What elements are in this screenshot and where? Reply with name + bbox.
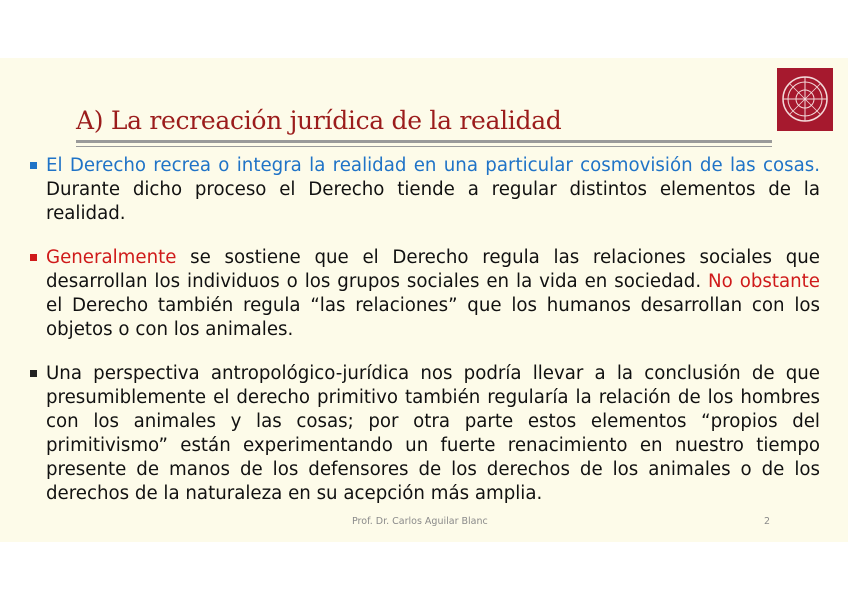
bullet-3 <box>30 362 820 506</box>
bullet-1 <box>30 154 820 226</box>
bullet-2 <box>30 246 820 342</box>
square-bullet-icon <box>30 162 37 169</box>
university-seal-icon <box>777 68 833 131</box>
bullet-2-text <box>46 246 820 342</box>
title-rule-thick <box>76 140 772 143</box>
bullet-3-text: Una perspectiva antropológico-jurídica nos podría llevar a la conclusión de que presumiblemente el derecho primitivo también regularía la relación de los hombres con los animales y las cosas; por otra parte estos elementos “propios del primitivismo” están experimentando un fuerte renacimiento en nuestro tiempo presente de manos de los defensores de los derechos de los animales o de los derechos de la naturaleza en su acepción más amplia. <box>46 363 820 504</box>
bullet-2-middle: se sostiene que el Derecho regula las relaciones sociales que desarrollan los individuos o los grupos sociales en la vida en sociedad. <box>46 247 820 292</box>
page-number: 2 <box>764 516 771 527</box>
bullet-2-highlight: No obstante <box>708 271 820 292</box>
square-bullet-icon <box>30 370 37 377</box>
bullet-1-rest: Durante dicho proceso el Derecho tiende a regular distintos elementos de la realidad. <box>46 179 820 224</box>
bullet-2-rest: el Derecho también regula “las relaciones” que los humanos desarrollan con los objetos o con los animales. <box>46 295 820 340</box>
square-bullet-icon <box>30 254 37 261</box>
slide-title: A) La recreación jurídica de la realidad <box>76 106 562 135</box>
footer-author: Prof. Dr. Carlos Aguilar Blanc <box>352 516 488 527</box>
bullet-2-lead: Generalmente <box>46 247 177 268</box>
bullet-1-lead: El Derecho recrea o integra la realidad en una particular cosmovisión de las cosas. <box>46 155 820 176</box>
bullet-1-text <box>46 154 820 226</box>
title-rule-thin <box>76 146 772 147</box>
